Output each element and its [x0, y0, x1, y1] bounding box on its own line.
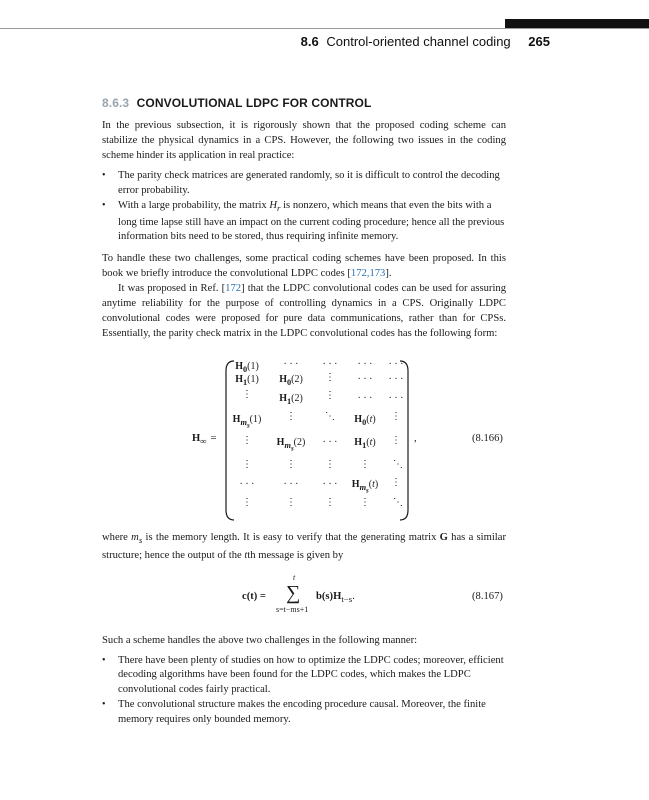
matrix-cell: ⋮	[242, 458, 252, 470]
paragraph-intro: In the previous subsection, it is rigorously shown that the proposed coding scheme can stabilize the physical dynamics in a CPS. However, the following two issues in the coding scheme hinder its application in real practice:	[102, 120, 506, 161]
running-head-section-title: Control-oriented channel coding	[326, 34, 511, 49]
matrix-cell: ⋮	[360, 458, 370, 470]
matrix-cell: ⋮	[325, 496, 335, 508]
matrix-cell: · · ·	[283, 478, 299, 490]
sum-body: $b(s)H_{t-s}$.	[316, 590, 355, 604]
matrix-cell: $H_1(1)$	[235, 373, 259, 387]
running-head	[0, 34, 550, 49]
matrix-cell: ⋮	[286, 496, 296, 508]
equation-8-166	[102, 359, 506, 522]
matrix-cell: ⋱	[325, 410, 335, 422]
paragraph-ldpc-proposal: It was proposed in Ref. [172] that the LDPC convolutional codes can be used for assuring anytime reliability for the purpose of controlling dynamics in a CPS. Originally LDPC convolutional codes were proposed for pure data communications, rather than for CPSs. Essentially, the parity check matrix in the LDPC convolutional codes has the following form:	[102, 282, 506, 339]
matrix-cell: $H_{m_s}(1)$	[232, 413, 262, 430]
matrix-cell: · · ·	[322, 478, 338, 490]
solutions-list	[102, 654, 506, 728]
paragraph-scheme-handles: Such a scheme handles the above two challenges in the following manner:	[102, 634, 418, 646]
matrix-cell: · · ·	[283, 358, 299, 370]
matrix-cell: · · ·	[322, 436, 338, 448]
citation-link[interactable]: 172	[225, 282, 242, 294]
matrix-cell: · · ·	[322, 358, 338, 370]
matrix-cell: ⋮	[242, 388, 252, 400]
matrix-cell: ⋮	[286, 458, 296, 470]
matrix-cell: · · ·	[357, 358, 373, 370]
header-rule	[0, 28, 649, 29]
matrix-cell: ⋮	[360, 496, 370, 508]
matrix-cell: · · ·	[357, 392, 373, 404]
issue-item: • The parity check matrices are generated randomly, so it is difficult to control the decoding error probability.	[102, 169, 506, 198]
solution-item: • There have been plenty of studies on how to optimize the LDPC codes; moreover, efficient decoding algorithms have been found for the LDPC codes, which makes the LDPC convolutional codes fairly practical.	[102, 654, 506, 698]
section-heading-number: 8.6.3	[102, 96, 130, 110]
matrix-cell: · · ·	[239, 478, 255, 490]
solution-item: • The convolutional structure makes the encoding procedure causal. Moreover, the finite memory requires only bounded memory.	[102, 698, 506, 727]
matrix-cell: ⋮	[325, 371, 335, 383]
matrix-cell: ⋮	[391, 476, 401, 488]
matrix-cell: · · ·	[357, 373, 373, 385]
matrix-cell: $H_{m_s}(t)$	[351, 478, 379, 495]
matrix-cell: $H_0(t)$	[354, 413, 376, 427]
equation-lhs: $H_\infty$ =	[192, 432, 217, 446]
matrix-cell: $H_0(1)$	[235, 360, 259, 374]
matrix-cell: ⋮	[242, 434, 252, 446]
matrix-cell: ⋮	[391, 434, 401, 446]
matrix-cell: ⋮	[242, 496, 252, 508]
header-accent-bar	[505, 19, 649, 28]
matrix-cell: ⋱	[393, 496, 403, 508]
equation-number: (8.166)	[472, 432, 503, 444]
sum-lower-limit: s=t−ms+1	[276, 604, 309, 614]
issue-item: • With a large probability, the matrix $H_r$ is nonzero, which means that even the bits with a long time lapse still have an impact on the current coding procedure; hence all the previous information bits need to be stored, thus requiring infinite memory.	[102, 199, 506, 245]
matrix-cell: $H_1(2)$	[279, 392, 303, 406]
equation-number: (8.167)	[472, 590, 503, 602]
section-heading	[102, 96, 506, 110]
page-number: 265	[528, 34, 550, 49]
section-heading-title: CONVOLUTIONAL LDPC FOR CONTROL	[136, 96, 372, 110]
paragraph-memory-length: where $m_s$ is the memory length. It is easy to verify that the generating matrix G has a similar structure; hence the output of the tth message is given by	[102, 531, 506, 561]
matrix-cell: ⋮	[325, 389, 335, 401]
matrix-cell: $H_1(t)$	[354, 436, 376, 450]
matrix-cell: ⋱	[393, 458, 403, 470]
matrix-cell: $H_{m_s}(2)$	[276, 436, 306, 453]
sum-symbol: ∑	[286, 581, 301, 604]
citation-link[interactable]: 172,173	[350, 267, 386, 279]
running-head-section-number: 8.6	[300, 34, 319, 49]
matrix-cell: ⋮	[391, 410, 401, 422]
matrix-cell: ⋮	[325, 458, 335, 470]
equation-8-167	[102, 573, 506, 625]
equation-comma: ,	[414, 432, 417, 444]
page-body	[102, 96, 506, 733]
issues-list	[102, 169, 506, 245]
matrix-cell: · · ·	[388, 392, 404, 404]
matrix-cell: $H_0(2)$	[279, 373, 303, 387]
sum-upper-limit: t	[293, 572, 296, 582]
paragraph-challenges: To handle these two challenges, some practical coding schemes have been proposed. In this book we briefly introduce the convolutional LDPC codes [172,173].	[102, 252, 506, 279]
equation-lhs: c(t) =	[242, 590, 266, 602]
matrix-cell: · · ·	[388, 358, 404, 370]
matrix-cell: ⋮	[286, 410, 296, 422]
matrix-cell: · · ·	[388, 373, 404, 385]
